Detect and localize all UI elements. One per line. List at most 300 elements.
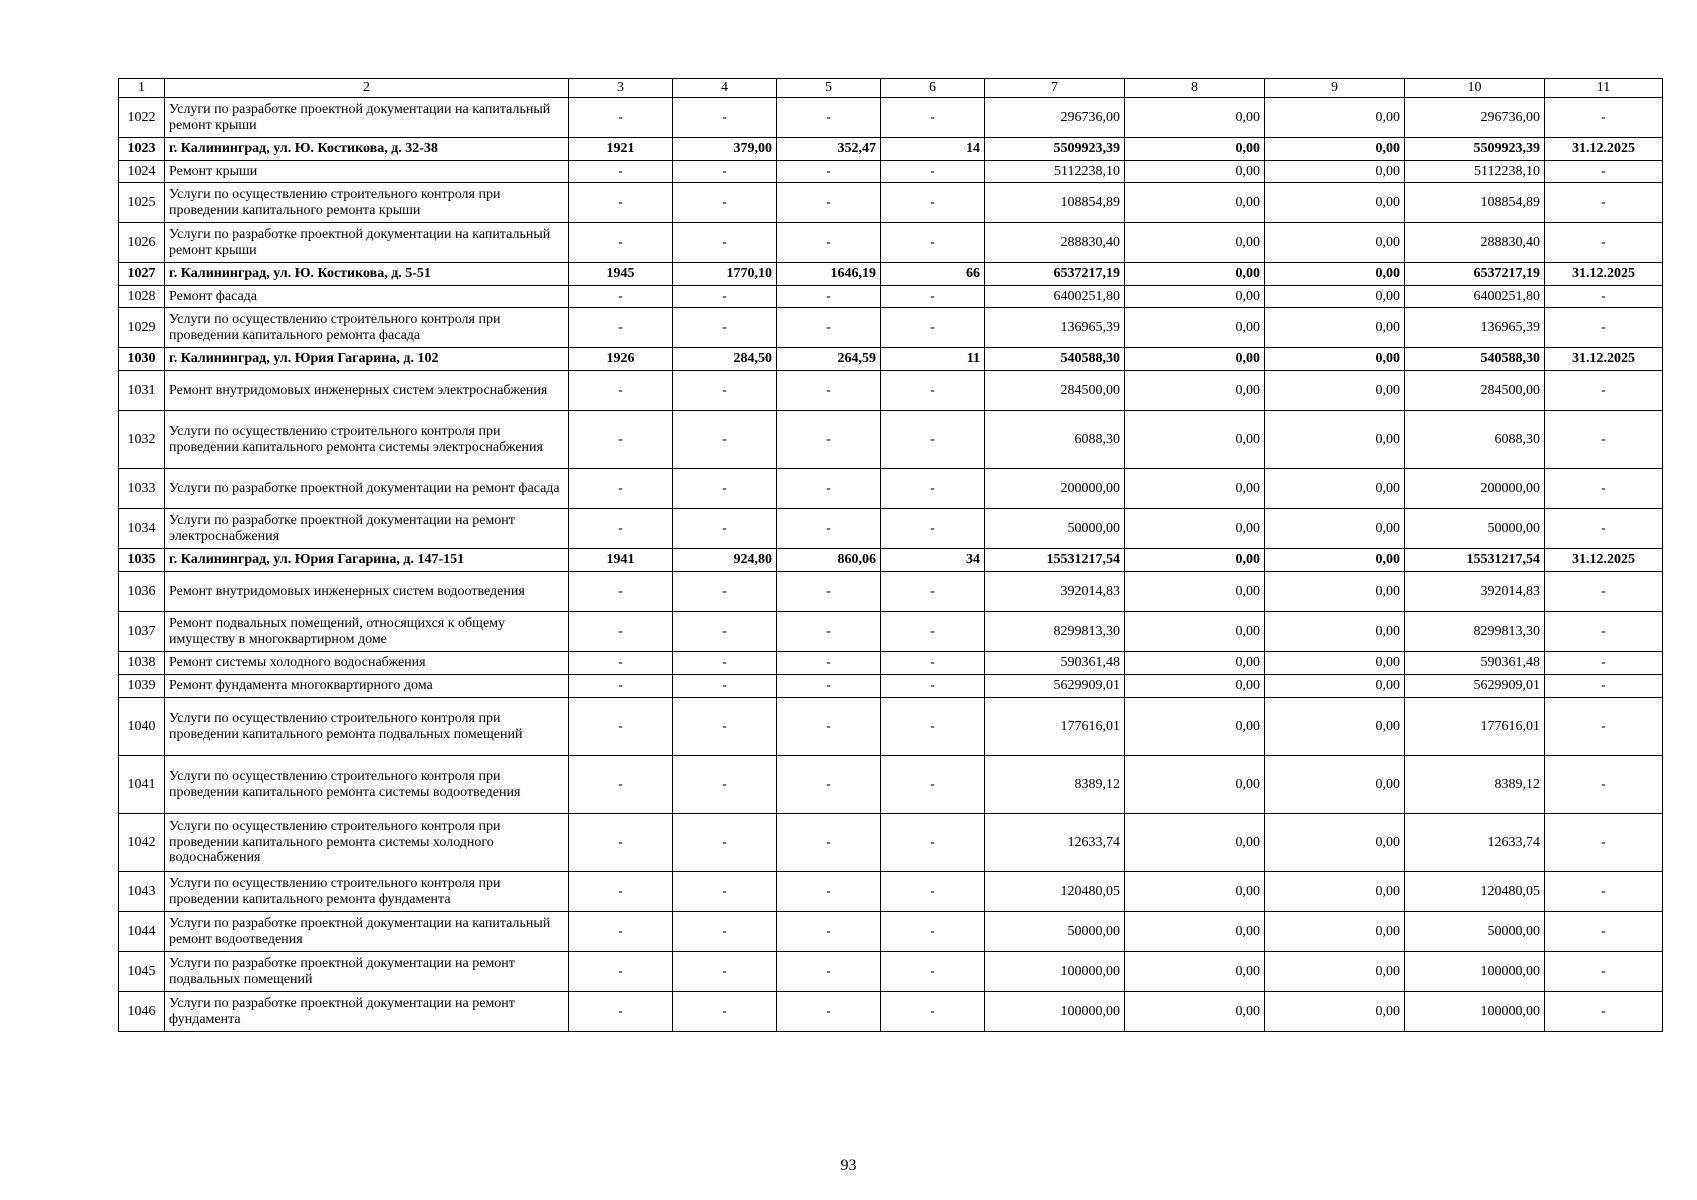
col-6-value: - [881, 952, 985, 992]
col-7-value: 120480,05 [985, 872, 1125, 912]
col-9-value: 0,00 [1265, 509, 1405, 549]
col-11-value: - [1545, 183, 1663, 223]
col-11-value: - [1545, 509, 1663, 549]
col-4-value: - [673, 183, 777, 223]
col-11-value: 31.12.2025 [1545, 348, 1663, 371]
col-3-value: 1926 [569, 348, 673, 371]
header-cell: 10 [1405, 79, 1545, 98]
col-5-value: - [777, 992, 881, 1032]
col-3-value: - [569, 698, 673, 756]
col-5-value: - [777, 872, 881, 912]
col-10-value: 6088,30 [1405, 411, 1545, 469]
row-number: 1031 [119, 371, 165, 411]
col-5-value: - [777, 572, 881, 612]
col-9-value: 0,00 [1265, 814, 1405, 872]
col-7-value: 200000,00 [985, 469, 1125, 509]
item-name: Услуги по осуществлению строительного контроля при проведении капитального ремонта фасада [165, 308, 569, 348]
header-cell: 2 [165, 79, 569, 98]
col-11-value: - [1545, 652, 1663, 675]
header-cell: 4 [673, 79, 777, 98]
address-row [119, 138, 1663, 161]
col-9-value: 0,00 [1265, 572, 1405, 612]
col-6-value: 14 [881, 138, 985, 161]
row-number: 1040 [119, 698, 165, 756]
col-9-value: 0,00 [1265, 183, 1405, 223]
col-5-value: 352,47 [777, 138, 881, 161]
col-9-value: 0,00 [1265, 223, 1405, 263]
header-cell: 8 [1125, 79, 1265, 98]
col-9-value: 0,00 [1265, 992, 1405, 1032]
col-9-value: 0,00 [1265, 912, 1405, 952]
item-name: Услуги по разработке проектной документации на капитальный ремонт крыши [165, 223, 569, 263]
table-row [119, 675, 1663, 698]
col-9-value: 0,00 [1265, 952, 1405, 992]
col-7-value: 50000,00 [985, 912, 1125, 952]
col-7-value: 8299813,30 [985, 612, 1125, 652]
col-6-value: - [881, 912, 985, 952]
table-row [119, 286, 1663, 308]
col-7-value: 108854,89 [985, 183, 1125, 223]
item-name: Услуги по разработке проектной документации на ремонт электроснабжения [165, 509, 569, 549]
col-5-value: - [777, 161, 881, 183]
col-5-value: - [777, 756, 881, 814]
row-number: 1024 [119, 161, 165, 183]
col-4-value: - [673, 652, 777, 675]
col-6-value: - [881, 992, 985, 1032]
col-4-value: - [673, 952, 777, 992]
col-4-value: - [673, 872, 777, 912]
col-9-value: 0,00 [1265, 698, 1405, 756]
col-4-value: - [673, 572, 777, 612]
col-7-value: 540588,30 [985, 348, 1125, 371]
col-11-value: - [1545, 469, 1663, 509]
col-11-value: - [1545, 675, 1663, 698]
col-10-value: 296736,00 [1405, 98, 1545, 138]
col-8-value: 0,00 [1125, 756, 1265, 814]
item-name: Ремонт подвальных помещений, относящихся к общему имуществу в многоквартирном доме [165, 612, 569, 652]
col-5-value: - [777, 98, 881, 138]
col-3-value: - [569, 223, 673, 263]
col-5-value: - [777, 469, 881, 509]
row-number: 1039 [119, 675, 165, 698]
row-number: 1043 [119, 872, 165, 912]
col-6-value: - [881, 675, 985, 698]
col-5-value: - [777, 286, 881, 308]
col-3-value: - [569, 612, 673, 652]
col-10-value: 6400251,80 [1405, 286, 1545, 308]
col-7-value: 6088,30 [985, 411, 1125, 469]
col-5-value: - [777, 912, 881, 952]
col-6-value: - [881, 183, 985, 223]
table-row [119, 652, 1663, 675]
col-10-value: 100000,00 [1405, 952, 1545, 992]
col-7-value: 136965,39 [985, 308, 1125, 348]
col-6-value: - [881, 872, 985, 912]
item-name: Ремонт внутридомовых инженерных систем электроснабжения [165, 371, 569, 411]
col-8-value: 0,00 [1125, 161, 1265, 183]
col-5-value: 1646,19 [777, 263, 881, 286]
header-cell: 5 [777, 79, 881, 98]
row-number: 1030 [119, 348, 165, 371]
col-4-value: - [673, 411, 777, 469]
col-10-value: 8389,12 [1405, 756, 1545, 814]
item-name: Услуги по осуществлению строительного контроля при проведении капитального ремонта фундамента [165, 872, 569, 912]
item-name: Ремонт крыши [165, 161, 569, 183]
col-10-value: 540588,30 [1405, 348, 1545, 371]
col-5-value: - [777, 698, 881, 756]
col-6-value: - [881, 223, 985, 263]
col-10-value: 8299813,30 [1405, 612, 1545, 652]
col-10-value: 12633,74 [1405, 814, 1545, 872]
col-11-value: - [1545, 308, 1663, 348]
col-8-value: 0,00 [1125, 286, 1265, 308]
col-5-value: 264,59 [777, 348, 881, 371]
col-6-value: 66 [881, 263, 985, 286]
col-4-value: 284,50 [673, 348, 777, 371]
item-name: Ремонт системы холодного водоснабжения [165, 652, 569, 675]
col-9-value: 0,00 [1265, 675, 1405, 698]
col-11-value: - [1545, 411, 1663, 469]
col-9-value: 0,00 [1265, 98, 1405, 138]
col-3-value: - [569, 469, 673, 509]
col-8-value: 0,00 [1125, 612, 1265, 652]
table-row [119, 469, 1663, 509]
col-8-value: 0,00 [1125, 572, 1265, 612]
table-row [119, 952, 1663, 992]
col-10-value: 392014,83 [1405, 572, 1545, 612]
table-row [119, 814, 1663, 872]
col-5-value: - [777, 612, 881, 652]
col-7-value: 100000,00 [985, 952, 1125, 992]
table-row [119, 698, 1663, 756]
address-row [119, 348, 1663, 371]
header-cell: 11 [1545, 79, 1663, 98]
row-number: 1023 [119, 138, 165, 161]
item-name: Услуги по осуществлению строительного контроля при проведении капитального ремонта системы электроснабжения [165, 411, 569, 469]
col-10-value: 50000,00 [1405, 509, 1545, 549]
col-7-value: 392014,83 [985, 572, 1125, 612]
col-4-value: - [673, 308, 777, 348]
col-3-value: - [569, 572, 673, 612]
item-name: Услуги по разработке проектной документации на ремонт фасада [165, 469, 569, 509]
col-11-value: - [1545, 698, 1663, 756]
col-10-value: 108854,89 [1405, 183, 1545, 223]
item-name: Ремонт фасада [165, 286, 569, 308]
col-8-value: 0,00 [1125, 348, 1265, 371]
col-4-value: - [673, 756, 777, 814]
col-8-value: 0,00 [1125, 308, 1265, 348]
col-10-value: 590361,48 [1405, 652, 1545, 675]
item-name: Ремонт фундамента многоквартирного дома [165, 675, 569, 698]
col-3-value: - [569, 652, 673, 675]
col-10-value: 200000,00 [1405, 469, 1545, 509]
col-5-value: - [777, 675, 881, 698]
col-11-value: - [1545, 612, 1663, 652]
col-6-value: - [881, 698, 985, 756]
col-11-value: 31.12.2025 [1545, 549, 1663, 572]
table-row [119, 161, 1663, 183]
col-6-value: - [881, 411, 985, 469]
col-7-value: 50000,00 [985, 509, 1125, 549]
page-number: 93 [840, 1157, 857, 1174]
col-6-value: 34 [881, 549, 985, 572]
col-3-value: - [569, 952, 673, 992]
col-5-value: - [777, 411, 881, 469]
col-4-value: 379,00 [673, 138, 777, 161]
col-3-value: - [569, 286, 673, 308]
col-9-value: 0,00 [1265, 138, 1405, 161]
col-11-value: 31.12.2025 [1545, 138, 1663, 161]
col-11-value: - [1545, 992, 1663, 1032]
table-row [119, 223, 1663, 263]
col-5-value: - [777, 183, 881, 223]
col-8-value: 0,00 [1125, 675, 1265, 698]
col-3-value: - [569, 411, 673, 469]
col-11-value: 31.12.2025 [1545, 263, 1663, 286]
col-5-value: - [777, 509, 881, 549]
col-8-value: 0,00 [1125, 263, 1265, 286]
col-10-value: 5509923,39 [1405, 138, 1545, 161]
col-4-value: - [673, 223, 777, 263]
col-8-value: 0,00 [1125, 183, 1265, 223]
col-3-value: - [569, 675, 673, 698]
col-11-value: - [1545, 161, 1663, 183]
col-3-value: - [569, 992, 673, 1032]
col-10-value: 50000,00 [1405, 912, 1545, 952]
table-row [119, 411, 1663, 469]
col-9-value: 0,00 [1265, 756, 1405, 814]
col-7-value: 284500,00 [985, 371, 1125, 411]
col-7-value: 5112238,10 [985, 161, 1125, 183]
col-9-value: 0,00 [1265, 263, 1405, 286]
row-number: 1029 [119, 308, 165, 348]
col-5-value: - [777, 371, 881, 411]
col-9-value: 0,00 [1265, 652, 1405, 675]
col-3-value: - [569, 308, 673, 348]
column-number-header-row [119, 79, 1663, 98]
address-row [119, 549, 1663, 572]
col-6-value: - [881, 612, 985, 652]
header-cell: 6 [881, 79, 985, 98]
col-10-value: 6537217,19 [1405, 263, 1545, 286]
col-7-value: 12633,74 [985, 814, 1125, 872]
col-4-value: - [673, 161, 777, 183]
col-3-value: 1945 [569, 263, 673, 286]
col-4-value: - [673, 698, 777, 756]
col-7-value: 288830,40 [985, 223, 1125, 263]
col-11-value: - [1545, 912, 1663, 952]
col-11-value: - [1545, 572, 1663, 612]
table-row [119, 98, 1663, 138]
row-number: 1045 [119, 952, 165, 992]
col-9-value: 0,00 [1265, 411, 1405, 469]
col-8-value: 0,00 [1125, 952, 1265, 992]
col-11-value: - [1545, 286, 1663, 308]
col-11-value: - [1545, 814, 1663, 872]
table-row [119, 912, 1663, 952]
col-6-value: - [881, 814, 985, 872]
col-4-value: - [673, 98, 777, 138]
col-5-value: - [777, 652, 881, 675]
header-cell: 7 [985, 79, 1125, 98]
col-6-value: 11 [881, 348, 985, 371]
capital-repair-table [118, 78, 1663, 1032]
col-8-value: 0,00 [1125, 814, 1265, 872]
col-11-value: - [1545, 371, 1663, 411]
header-cell: 1 [119, 79, 165, 98]
col-3-value: - [569, 98, 673, 138]
col-8-value: 0,00 [1125, 98, 1265, 138]
item-name: г. Калининград, ул. Ю. Костикова, д. 32-38 [165, 138, 569, 161]
col-4-value: - [673, 912, 777, 952]
col-8-value: 0,00 [1125, 223, 1265, 263]
col-7-value: 5629909,01 [985, 675, 1125, 698]
col-6-value: - [881, 371, 985, 411]
col-3-value: - [569, 912, 673, 952]
col-3-value: 1921 [569, 138, 673, 161]
col-9-value: 0,00 [1265, 308, 1405, 348]
col-9-value: 0,00 [1265, 612, 1405, 652]
col-5-value: - [777, 814, 881, 872]
row-number: 1036 [119, 572, 165, 612]
col-4-value: - [673, 992, 777, 1032]
col-11-value: - [1545, 872, 1663, 912]
item-name: Ремонт внутридомовых инженерных систем водоотведения [165, 572, 569, 612]
row-number: 1032 [119, 411, 165, 469]
col-4-value: - [673, 469, 777, 509]
col-6-value: - [881, 98, 985, 138]
table-row [119, 756, 1663, 814]
row-number: 1042 [119, 814, 165, 872]
table-row [119, 509, 1663, 549]
col-8-value: 0,00 [1125, 872, 1265, 912]
item-name: Услуги по осуществлению строительного контроля при проведении капитального ремонта подвальных помещений [165, 698, 569, 756]
col-10-value: 5112238,10 [1405, 161, 1545, 183]
col-4-value: - [673, 509, 777, 549]
col-8-value: 0,00 [1125, 469, 1265, 509]
row-number: 1037 [119, 612, 165, 652]
col-9-value: 0,00 [1265, 286, 1405, 308]
col-8-value: 0,00 [1125, 652, 1265, 675]
table-row [119, 371, 1663, 411]
col-6-value: - [881, 572, 985, 612]
item-name: Услуги по разработке проектной документации на капитальный ремонт водоотведения [165, 912, 569, 952]
col-9-value: 0,00 [1265, 371, 1405, 411]
col-8-value: 0,00 [1125, 698, 1265, 756]
col-11-value: - [1545, 952, 1663, 992]
table-row [119, 612, 1663, 652]
col-3-value: - [569, 161, 673, 183]
col-11-value: - [1545, 756, 1663, 814]
table-row [119, 308, 1663, 348]
row-number: 1027 [119, 263, 165, 286]
col-6-value: - [881, 286, 985, 308]
col-8-value: 0,00 [1125, 992, 1265, 1032]
col-4-value: 924,80 [673, 549, 777, 572]
col-9-value: 0,00 [1265, 469, 1405, 509]
item-name: Услуги по разработке проектной документации на ремонт фундамента [165, 992, 569, 1032]
table-row [119, 872, 1663, 912]
col-8-value: 0,00 [1125, 912, 1265, 952]
item-name: Услуги по разработке проектной документации на ремонт подвальных помещений [165, 952, 569, 992]
col-7-value: 6400251,80 [985, 286, 1125, 308]
col-7-value: 6537217,19 [985, 263, 1125, 286]
col-6-value: - [881, 509, 985, 549]
row-number: 1033 [119, 469, 165, 509]
col-7-value: 296736,00 [985, 98, 1125, 138]
row-number: 1025 [119, 183, 165, 223]
col-5-value: - [777, 223, 881, 263]
row-number: 1026 [119, 223, 165, 263]
col-5-value: - [777, 952, 881, 992]
col-3-value: - [569, 756, 673, 814]
address-row [119, 263, 1663, 286]
col-9-value: 0,00 [1265, 549, 1405, 572]
col-7-value: 5509923,39 [985, 138, 1125, 161]
col-6-value: - [881, 469, 985, 509]
col-5-value: - [777, 308, 881, 348]
col-9-value: 0,00 [1265, 348, 1405, 371]
col-10-value: 100000,00 [1405, 992, 1545, 1032]
col-4-value: - [673, 675, 777, 698]
col-11-value: - [1545, 98, 1663, 138]
col-10-value: 284500,00 [1405, 371, 1545, 411]
table-row [119, 183, 1663, 223]
row-number: 1041 [119, 756, 165, 814]
table-row [119, 572, 1663, 612]
row-number: 1044 [119, 912, 165, 952]
col-3-value: - [569, 814, 673, 872]
row-number: 1035 [119, 549, 165, 572]
col-4-value: 1770,10 [673, 263, 777, 286]
col-4-value: - [673, 814, 777, 872]
col-7-value: 8389,12 [985, 756, 1125, 814]
item-name: г. Калининград, ул. Юрия Гагарина, д. 147-151 [165, 549, 569, 572]
col-3-value: - [569, 183, 673, 223]
col-9-value: 0,00 [1265, 161, 1405, 183]
col-8-value: 0,00 [1125, 509, 1265, 549]
item-name: Услуги по осуществлению строительного контроля при проведении капитального ремонта крыши [165, 183, 569, 223]
col-3-value: - [569, 371, 673, 411]
item-name: Услуги по разработке проектной документации на капитальный ремонт крыши [165, 98, 569, 138]
header-cell: 9 [1265, 79, 1405, 98]
row-number: 1046 [119, 992, 165, 1032]
col-5-value: 860,06 [777, 549, 881, 572]
col-6-value: - [881, 161, 985, 183]
col-6-value: - [881, 756, 985, 814]
col-10-value: 177616,01 [1405, 698, 1545, 756]
row-number: 1034 [119, 509, 165, 549]
col-10-value: 288830,40 [1405, 223, 1545, 263]
row-number: 1022 [119, 98, 165, 138]
item-name: г. Калининград, ул. Ю. Костикова, д. 5-51 [165, 263, 569, 286]
table-row [119, 992, 1663, 1032]
col-8-value: 0,00 [1125, 411, 1265, 469]
item-name: г. Калининград, ул. Юрия Гагарина, д. 102 [165, 348, 569, 371]
col-8-value: 0,00 [1125, 371, 1265, 411]
col-3-value: - [569, 872, 673, 912]
col-8-value: 0,00 [1125, 549, 1265, 572]
row-number: 1038 [119, 652, 165, 675]
col-7-value: 100000,00 [985, 992, 1125, 1032]
col-10-value: 15531217,54 [1405, 549, 1545, 572]
col-10-value: 136965,39 [1405, 308, 1545, 348]
col-11-value: - [1545, 223, 1663, 263]
row-number: 1028 [119, 286, 165, 308]
col-6-value: - [881, 308, 985, 348]
col-7-value: 15531217,54 [985, 549, 1125, 572]
header-cell: 3 [569, 79, 673, 98]
